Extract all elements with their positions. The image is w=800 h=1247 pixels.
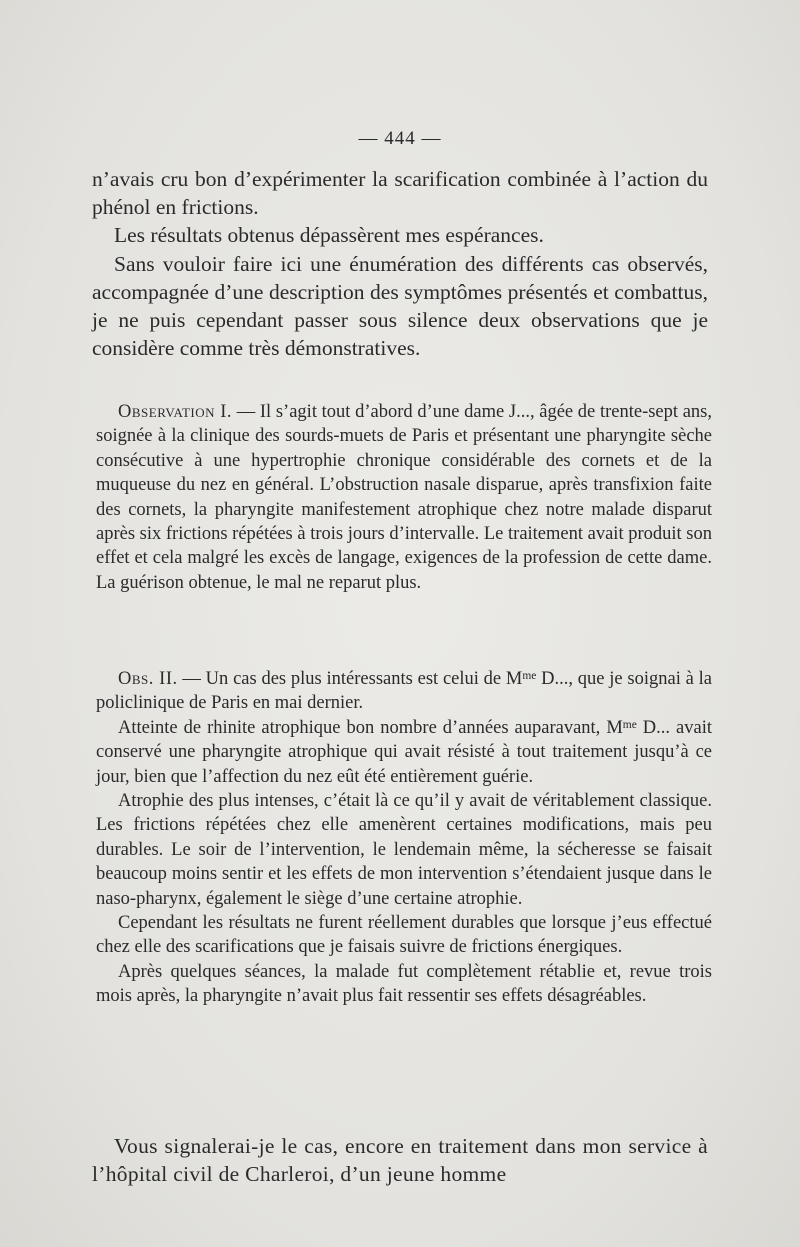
intro-paragraph-2: Les résultats obtenus dépassèrent mes espérances. <box>114 223 544 248</box>
page-number: — 444 — <box>358 128 442 149</box>
intro-paragraph-1: n’avais cru bon d’expérimenter la scarification combinée à l’action du phénol en frictions. <box>92 167 708 220</box>
observation-1-text: — Il s’agit tout d’abord d’une dame J..., âgée de trente-sept ans, soignée à la clinique des sourds-muets de Paris et présentant une pharyngite sèche consécutive à une hypertrophie chronique considérable des cornets et de la muqueuse du nez en général. L’obstruction nasale disparue, après transfixion faite des cornets, la pharyngite manifestement atrophique chez notre malade disparut après six frictions répétées à trois jours d’intervalle. Le traitement avait produit son effet et cela malgré les excès de langage, exigences de la profession de cette dame. La guérison obtenue, le mal ne reparut plus. <box>96 402 712 593</box>
observation-2-paragraph-1: Obs. II. — Un cas des plus intéressants est celui de $M^{me}$ D..., que je soignai à la policlinique de Paris en mai dernier. <box>96 669 712 714</box>
observation-1-label: Observation I. <box>118 402 233 422</box>
observation-2-paragraph-4: Cependant les résultats ne furent réellement durables que lorsque j’eus effectué chez elle des scarifications que je faisais suivre de frictions énergiques. <box>96 913 712 958</box>
intro-section <box>92 165 708 362</box>
outro-section <box>92 1132 708 1188</box>
observation-1 <box>96 400 712 595</box>
observation-2 <box>96 667 712 1009</box>
observation-2-label: Obs. II. <box>118 669 178 689</box>
observation-2-paragraph-3: Atrophie des plus intenses, c’était là ce qu’il y avait de véritablement classique. Les frictions répétées chez elle amenèrent certaines modifications, mais peu durables. Le soir de l’intervention, le lendemain même, la sécheresse se faisait beaucoup moins sentir et les effets de mon intervention s’étendaient jusque dans le naso-pharynx, également le siège d’une certaine atrophie. <box>96 791 712 909</box>
outro-paragraph: Vous signalerai-je le cas, encore en traitement dans mon service à l’hôpital civil de Charleroi, d’un jeune homme <box>92 1134 708 1187</box>
observation-2-paragraph-5: Après quelques séances, la malade fut complètement rétablie et, revue trois mois après, la pharyngite n’avait plus fait ressentir ses effets désagréables. <box>96 961 712 1007</box>
observation-1-paragraph <box>96 400 712 595</box>
observation-2-paragraph-2: Atteinte de rhinite atrophique bon nombre d’années auparavant, $M^{me}$ D... avait conservé une pharyngite atrophique qui avait résisté à tout traitement jusqu’à ce jour, bien que l’affection du nez eût été entièrement guérie. <box>96 717 713 787</box>
intro-paragraph-3: Sans vouloir faire ici une énumération des différents cas observés, accompagnée d’une description des symptômes présentés et combattus, je ne puis cependant passer sous silence deux observations que je considère comme très démonstratives. <box>92 251 708 361</box>
